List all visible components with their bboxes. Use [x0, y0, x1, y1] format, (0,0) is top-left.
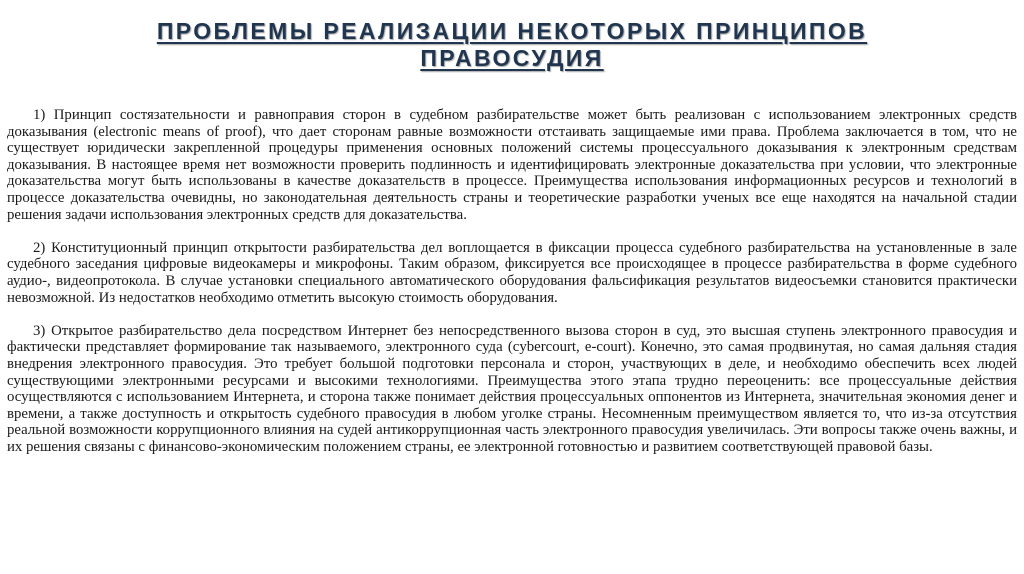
slide-title	[60, 18, 964, 72]
slide-body	[7, 107, 1017, 455]
slide-title-line-2: ПРАВОСУДИЯ	[420, 45, 604, 71]
paragraph-1: 1) Принцип состязательности и равноправия сторон в судебном разбирательстве может быть реализован с использованием электронных средств доказывания (electronic means of proof), что дает сторонам равные возможности отстаивать защищаемые ими права. Проблема заключается в том, что не существует юридически закрепленной процедуры применения основных положений системы процессуального доказывания к электронным средствам доказывания. В настоящее время нет возможности проверить подлинность и идентифицировать электронные доказательства при условии, что электронные доказательства могут быть использованы в качестве доказательств в процессе. Преимущества использования информационных ресурсов и технологий в процессе доказательства очевидны, но законодательная деятельность страны и теоретические разработки ученых все еще находятся на начальной стадии решения задачи использования электронных средств для доказательства.	[7, 107, 1017, 223]
slide-title-line-1: ПРОБЛЕМЫ РЕАЛИЗАЦИИ НЕКОТОРЫХ ПРИНЦИПОВ	[156, 18, 868, 44]
paragraph-3: 3) Открытое разбирательство дела посредством Интернет без непосредственного вызова сторон в суд, это высшая ступень электронного правосудия и фактически представляет формирование так называемого, электронного суда (cybercourt, e-court). Конечно, это самая продвинутая, но самая дальняя стадия внедрения электронного правосудия. Это требует большой подготовки персонала и сторон, участвующих в деле, и необходимо обеспечить всех людей существующими электронными ресурсами и высокими технологиями. Преимущества этого этапа трудно переоценить: все процессуальные действия осуществляются с использованием Интернета, и сторона также понимает действия процессуальных оппонентов из Интернета, значительная экономия денег и времени, а также доступность и открытость судебного правосудия в любом уголке страны. Несомненным преимуществом является то, что из-за отсутствия реальной возможности коррупционного влияния на судей антикоррупционная часть электронного правосудия увеличилась. Эти вопросы также очень важны, и их решения связаны с финансово-экономическим положением страны, ее электронной готовностью и развитием соответствующей правовой базы.	[7, 322, 1017, 455]
paragraph-2: 2) Конституционный принцип открытости разбирательства дел воплощается в фиксации процесса судебного разбирательства на установленные в зале судебного заседания цифровые видеокамеры и микрофоны. Таким образом, фиксируется все происходящее в процессе разбирательства в форме судебного аудио-, видеопротокола. В случае установки специального автоматического оборудования фальсификация результатов видеосъемки становится практически невозможной. Из недостатков необходимо отметить высокую стоимость оборудования.	[7, 239, 1017, 306]
